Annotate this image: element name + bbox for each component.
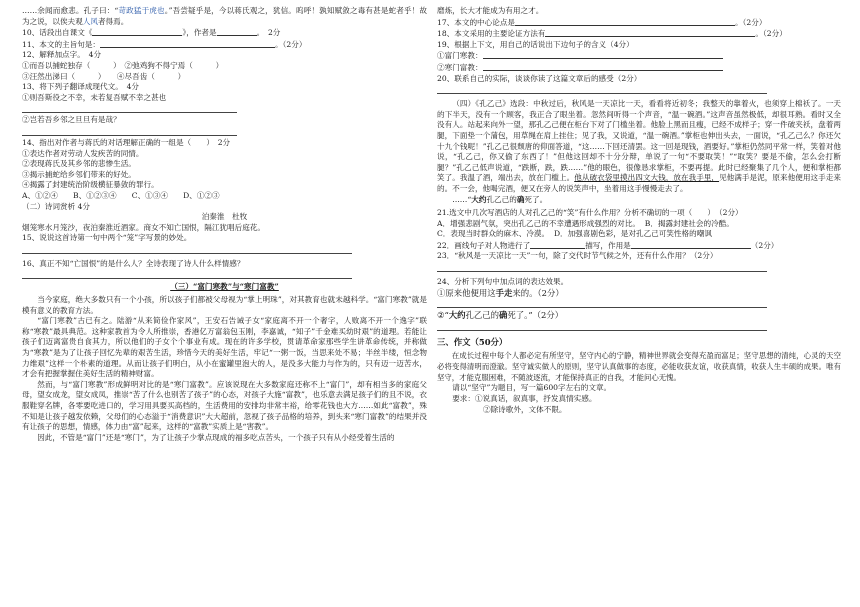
question-14-option: ②表现蒋氏及其乡邻的悲惨生活。 — [22, 159, 136, 169]
answer-line[interactable] — [22, 269, 352, 279]
section-3-title: （三）“富门寒教”与“寒门富教” — [170, 282, 279, 292]
answer-blank[interactable] — [515, 17, 735, 26]
question-19-b: ②寒门富教： — [437, 62, 841, 74]
essay-paragraph: 因此，不管是“富门”还是“寒门”，为了让孩子少掌点现成的福多吃点苦头，一个孩子只有从小经受着生活的 — [37, 432, 395, 442]
question-11: 11、本文的主旨句是： 。（2分） — [22, 39, 307, 49]
answer-blank[interactable] — [483, 62, 723, 71]
passage-text: ……余闻而愈悲。孔子曰：“ — [22, 6, 119, 15]
quote-highlight: 苛政猛于虎也 — [118, 6, 165, 15]
question-18: 18、本文采用的主要论证方法有 。（2分） — [437, 29, 787, 39]
answer-line[interactable] — [22, 126, 237, 136]
essay-paragraph: “富门寒教”古已有之。陆游“从来简俭作家风”，王安石告诫子女“家庭离不开一个奢字，人败离不开一个逸字”联称“寒教”最具典范。这种家教首为令人所推崇，香港亿万富翁包玉刚，李嘉诚，“知子”千金难买幼时艰”的道理。若能让孩子们迈离富贵自食其力，所以他们的子女个个事业有成。现在的许多学校，贯请革命家那些学生讲革命传统，并称做为“寒教”是为了让孩子回忆先辈的艰苦生活，珍惜今天的美好生活，牢记“一粥一饭，当思来处不易；半丝半缕，恒念物力维艰”这样一个朴素的道理。从而让孩子们明白，从小在蜜罐里泡大的人，是没多大能力与作为的，只有迈一迈苦水，才会有把握掌握住美好生活的精神财富。 — [22, 316, 427, 379]
question-24-a: ①原来他便用这手走来的。（2分） — [437, 287, 564, 298]
question-14-option: ①表达作者对劳动人发疾苦的同情。 — [22, 148, 144, 158]
answer-blank[interactable] — [92, 27, 182, 36]
question-21: 21.选文中几次写酒店的人对孔乙己的“笑”有什么作用？分析不确切的一项（ ） （2分） — [437, 208, 743, 218]
kong-yiji-passage: （四）《孔乙己》选段：中秋过后，秋风是一天凉比一天，看看将近初冬；我整天的靠着火，也须穿上棉袄了。一天的下半天，没有一个顾客，我正合了眼坐着。忽然间听得一个声音，“温一碗酒。”这声音虽然极低，却很耳熟。看时又全没有人。站起来向外一望，那孔乙己便在柜台下对了门槛坐着。他脸上黑而且瘦，已经不成样子；穿一件破夹袄，盘着两腿，下面垫一个蒲包，用草绳在肩上挂住；见了我，又说道，“温一碗酒。”掌柜也伸出头去，一面说，“孔乙己么？你还欠十九个钱呢！”孔乙己很颓唐的仰面答道，“这……下回还清罢。这一回是现钱，酒要好。”掌柜仍然同平常一样，笑着对他说，“孔乙己，你又偷了东西了！”但他这回却不十分分辩，单说了一句“不要取笑！”“取笑？要是不偷，怎么会打断腿？”孔乙己低声说道，“跌断，跌，跌……”他的眼色，很像恳求掌柜，不要再提。此时已经聚集了几个人，便和掌柜都笑了。我温了酒，端出去，放在门槛上。他从破衣袋里摸出四文大钱，放在我手里，见他满手是泥，原来他便用这手走来的。不一会，他喝完酒，便又在旁人的说笑声中，坐着用这手慢慢走去了。 — [437, 99, 842, 193]
left-column — [22, 6, 427, 443]
answer-line[interactable] — [437, 298, 767, 308]
question-17: 17、本文的中心论点是 。（2分） — [437, 17, 767, 27]
question-12-b: ③汪然出涕曰（ ） ④尽吾齿（ ） — [22, 71, 186, 81]
question-23: 23．“秋风是一天凉比一天”一句，除了交代时节气候之外，还有什么作用？（2分） — [437, 251, 718, 261]
question-24: 24、分析下列句中加点词的表达效果。 — [437, 277, 569, 287]
answer-blank[interactable] — [631, 240, 751, 249]
passage-text: 。”吾尝疑乎是，今以蒋氏观之，犹信。呜呼！孰知赋敛之毒有甚 — [164, 6, 381, 15]
answer-blank[interactable] — [217, 27, 257, 36]
question-24-b: ②“大约孔乙己的确死了。”（2分） — [437, 310, 564, 321]
quote-highlight: 人风 — [82, 16, 98, 26]
answer-line[interactable] — [437, 321, 767, 331]
poem-title: 泊秦淮 杜牧 — [201, 212, 248, 222]
question-22: 22．画线句子对人物进行了 描写，作用是 （2分） — [437, 240, 779, 250]
composition-requirement: 要求：①说真话，叙真事，抒发真情实感。 — [452, 394, 597, 404]
question-21-row2: C．表现当时群众的麻木、冷漠。 D．加强喜剧色彩，是对孔乙己可笑性格的嘲讽 — [437, 229, 712, 239]
answer-blank[interactable] — [545, 28, 755, 37]
answer-blank[interactable] — [530, 240, 585, 249]
answer-line[interactable] — [437, 84, 767, 94]
passage-intro — [22, 6, 427, 27]
question-14-choices: A、①②④ B、①②③④ C、①③④ D、①②③ — [22, 190, 220, 200]
question-14: 14、指出对作者与蒋氏的对话理解正确的一组是（ ） 2分 — [22, 137, 231, 147]
question-12: 12、解释加点字。 4分 — [22, 50, 102, 60]
section-2-title: （二）诗词赏析 4分 — [22, 201, 90, 211]
passage-ending: ……“大约孔乙己的确死了。 — [452, 194, 548, 204]
composition-requirement: ②除诗歌外，文体不限。 — [483, 404, 567, 414]
essay-paragraph: 然而，与“富门寒教”形成鲜明对比的是“寒门富教”。应该说现在大多数家庭还称不上“富门”，却有相当多的家庭父母，望女成龙，望女成凤，推崇“苦了什么也别苦了孩子”的心态，对孩子大施“富教”，也乐意去满足孩子们的且不说，衣服鞋穿名牌，各零要吃进口的，学习用具要买高档的，生活费用的安排均非常丰裕，给零花钱也大方……如此“富教”，殊不知是让孩子越发依赖，父母们的心态溢于“消费意识”大大超前，忽视了孩子品格的培养，到头来“寒门富教”的结果并没有让孩子的思想，情感，体力由“富”起来，这样的“富教”实质上是“害教”。 — [22, 379, 427, 432]
question-19: 19、根据上下文，用自己的话说出下边句子的含义（4分） — [437, 39, 634, 49]
question-21-row1: A．增强悲剧气氛，突出孔乙己的不幸遭遇形成强烈的对比。 B．揭露封建社会的冷酷。 — [437, 218, 734, 228]
passage-text: 是蛇者乎！故为之说，以俟夫观 — [22, 6, 427, 26]
answer-line[interactable] — [22, 244, 352, 254]
answer-line[interactable] — [437, 262, 767, 272]
question-14-option: ④揭露了封建统治阶级横征暴敛的罪行。 — [22, 180, 159, 190]
question-13-b: ②岂若吾乡邻之旦旦有是哉？ — [22, 115, 121, 125]
question-12-a: ①而吾以捕蛇独存（ ） ②弛鸡狗不得宁焉（ ） — [22, 60, 224, 70]
passage-text: 者得焉。 — [97, 16, 129, 26]
question-14-option: ③揭示捕蛇给乡邻们带来的好处。 — [22, 169, 136, 179]
question-13: 13、将下列子翻译成现代文。 4分 — [22, 82, 140, 92]
composition-task: 请以“坚守”为题目，写一篇600字左右的文章。 — [452, 383, 612, 393]
question-20: 20、联系自己的实际，谈谈你读了这篇文章后的感受（2分） — [437, 73, 642, 83]
passage-end: 磨炼，长大才能成为有用之才。 — [437, 6, 544, 15]
composition-section-title: 三、作文（50分） — [437, 336, 508, 347]
essay-paragraph: 当今家庭，绝大多数只有一个小孩，所以孩子们都被父母视为“掌上明珠”，对其教育也就未越科学。“富门寒教”就是模有意义的教育方法。 — [22, 295, 427, 315]
right-column — [437, 6, 841, 415]
underlined-sentence: 他从破衣袋里摸出四文大钱，放在我手里， — [574, 173, 720, 183]
poem-text: 烟笼寒水月笼沙，夜泊秦淮近酒家。商女不知亡国恨，隔江犹唱后庭花。 — [22, 222, 265, 232]
question-13-a: ①则吾斯役之不幸，未若复吾赋不幸之甚也 — [22, 92, 167, 102]
answer-blank[interactable] — [483, 50, 723, 59]
question-15: 15、说说这首诗第一句中两个“笼”字写景的妙处。 — [22, 233, 192, 243]
answer-line[interactable] — [22, 103, 237, 113]
question-16: 16、真正不知“亡国恨”的是什么人？全诗表现了诗人什么样情感？ — [22, 258, 245, 268]
question-10: 10、话段出自课文《 》，作者是 。 2分 — [22, 28, 281, 38]
answer-blank[interactable] — [100, 39, 275, 48]
question-19-a: ①富门寒教： — [437, 50, 841, 62]
composition-prompt: 在成长过程中每个人都必定有所坚守，坚守内心的宁静，精神世界就会变得充盈而富足；坚守思想的清纯，心灵的天空必将变得清明而澄澈。坚守诚实做人的原则，坚守认真做事的态度，必能收获友谊，收获真情，收获人生丰硕的成果。唯有坚守，才能克服困难，不随波逐流，才能保持真正的自我，才能问心无愧。 — [437, 351, 841, 383]
